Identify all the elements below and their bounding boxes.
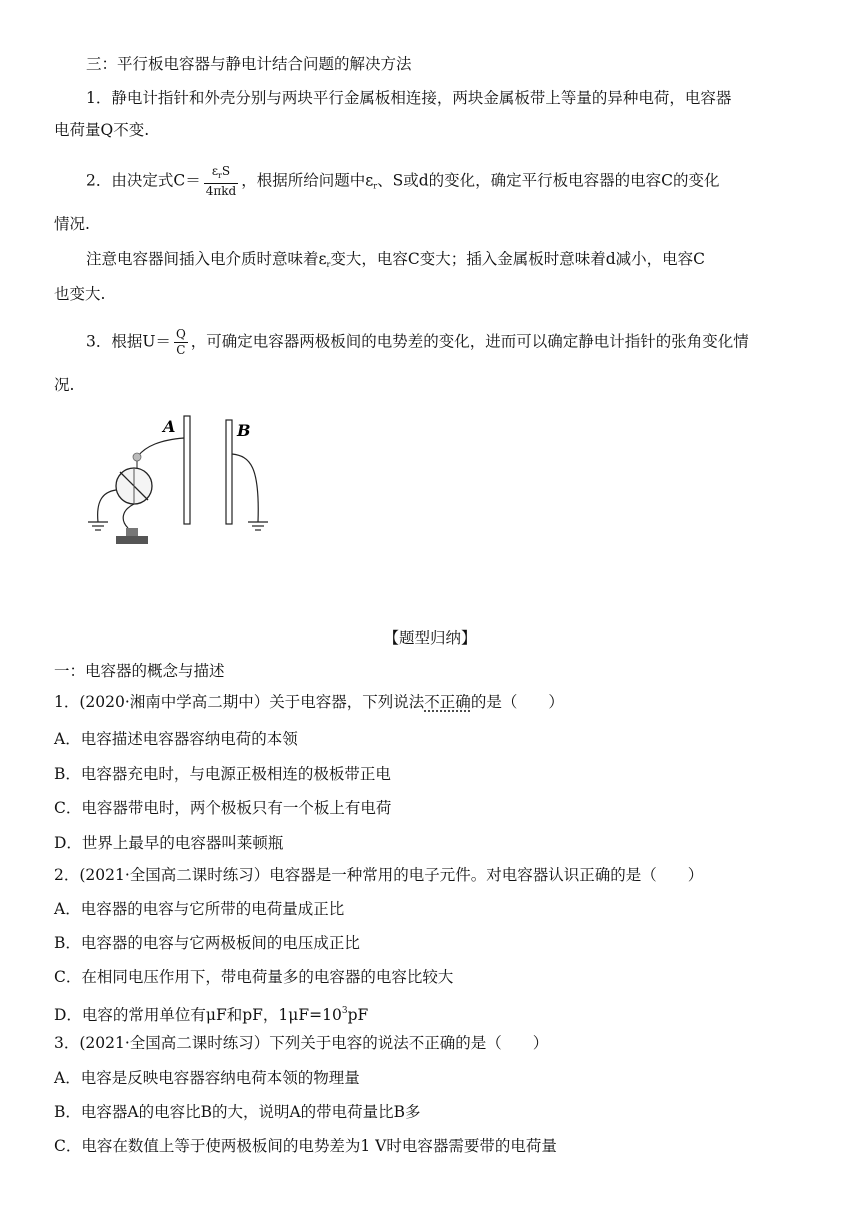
capacitance-formula: $\frac{\varepsilon_rS}{\text{4πkd}}$ bbox=[205, 164, 237, 198]
point-3-line-2: 况. bbox=[54, 376, 75, 394]
q1-option-d: D．世界上最早的电容器叫莱顿瓶 bbox=[54, 834, 284, 852]
point-3-line-1: 3．根据U＝ $\frac{Q}{C}$ ，可确定电容器两极板间的电势差的变化，进而可以确定静电计指针的张角变化情 bbox=[86, 327, 749, 357]
plate-b bbox=[226, 420, 232, 524]
q2-option-a: A．电容器的电容与它所带的电荷量成正比 bbox=[54, 900, 345, 918]
q3-option-b: B．电容器A的电容比B的大，说明A的带电荷量比B多 bbox=[54, 1103, 421, 1121]
electrometer-base bbox=[116, 536, 148, 544]
point-1-line-1: 1．静电计指针和外壳分别与两块平行金属板相连接，两块金属板带上等量的异种电荷，电容器 bbox=[86, 89, 732, 107]
q3-option-c: C．电容在数值上等于使两极板间的电势差为1 V时电容器需要带的电荷量 bbox=[54, 1137, 557, 1155]
question-2-stem: 2．(2021·全国高二课时练习）电容器是一种常用的电子元件。对电容器认识正确的是（ ） bbox=[54, 866, 704, 884]
question-3-stem: 3．(2021·全国高二课时练习）下列关于电容的说法不正确的是（ ） bbox=[54, 1034, 549, 1052]
question-1-stem: 1．(2020·湘南中学高二期中）关于电容器，下列说法不正确的是（ ） bbox=[54, 693, 564, 711]
plate-a bbox=[184, 416, 190, 524]
voltage-formula: $\frac{Q}{C}$ bbox=[175, 327, 186, 357]
summary-title: 【题型归纳】 bbox=[383, 629, 477, 647]
q1-option-a: A．电容描述电容器容纳电荷的本领 bbox=[54, 730, 298, 748]
part-1-title: 一：电容器的概念与描述 bbox=[54, 662, 225, 680]
point-1-line-2: 电荷量Q不变. bbox=[54, 121, 150, 139]
plate-a-label: A bbox=[163, 417, 176, 436]
point-2-line-1: 2．由决定式C＝ $\frac{\varepsilon_rS}{\text{4πkd}}$ ，根据所给问题中$\varepsilon_r$、S或d的变化，确定平行板电容器的电容C的变化 bbox=[86, 164, 720, 198]
section-heading: 三：平行板电容器与静电计结合问题的解决方法 bbox=[86, 55, 412, 73]
q1-option-b: B．电容器充电时，与电源正极相连的极板带正电 bbox=[54, 765, 391, 783]
electrometer-capacitor-figure bbox=[80, 410, 280, 555]
q2-option-d: D．电容的常用单位有μF和pF，$1\mu F=10^3pF$ bbox=[54, 1006, 369, 1024]
note-line-1: 注意电容器间插入电介质时意味着$\varepsilon_r$变大，电容C变大；插入金属板时意味着d减小，电容C bbox=[86, 250, 706, 269]
q2-option-b: B．电容器的电容与它两极板间的电压成正比 bbox=[54, 934, 360, 952]
plate-b-label: B bbox=[237, 421, 251, 440]
q3-option-a: A．电容是反映电容器容纳电荷本领的物理量 bbox=[54, 1069, 360, 1087]
note-line-2: 也变大. bbox=[54, 285, 106, 303]
point-2-line-2: 情况. bbox=[54, 215, 90, 233]
q2-option-c: C．在相同电压作用下，带电荷量多的电容器的电容比较大 bbox=[54, 968, 454, 986]
q1-option-c: C．电容器带电时，两个极板只有一个板上有电荷 bbox=[54, 799, 392, 817]
